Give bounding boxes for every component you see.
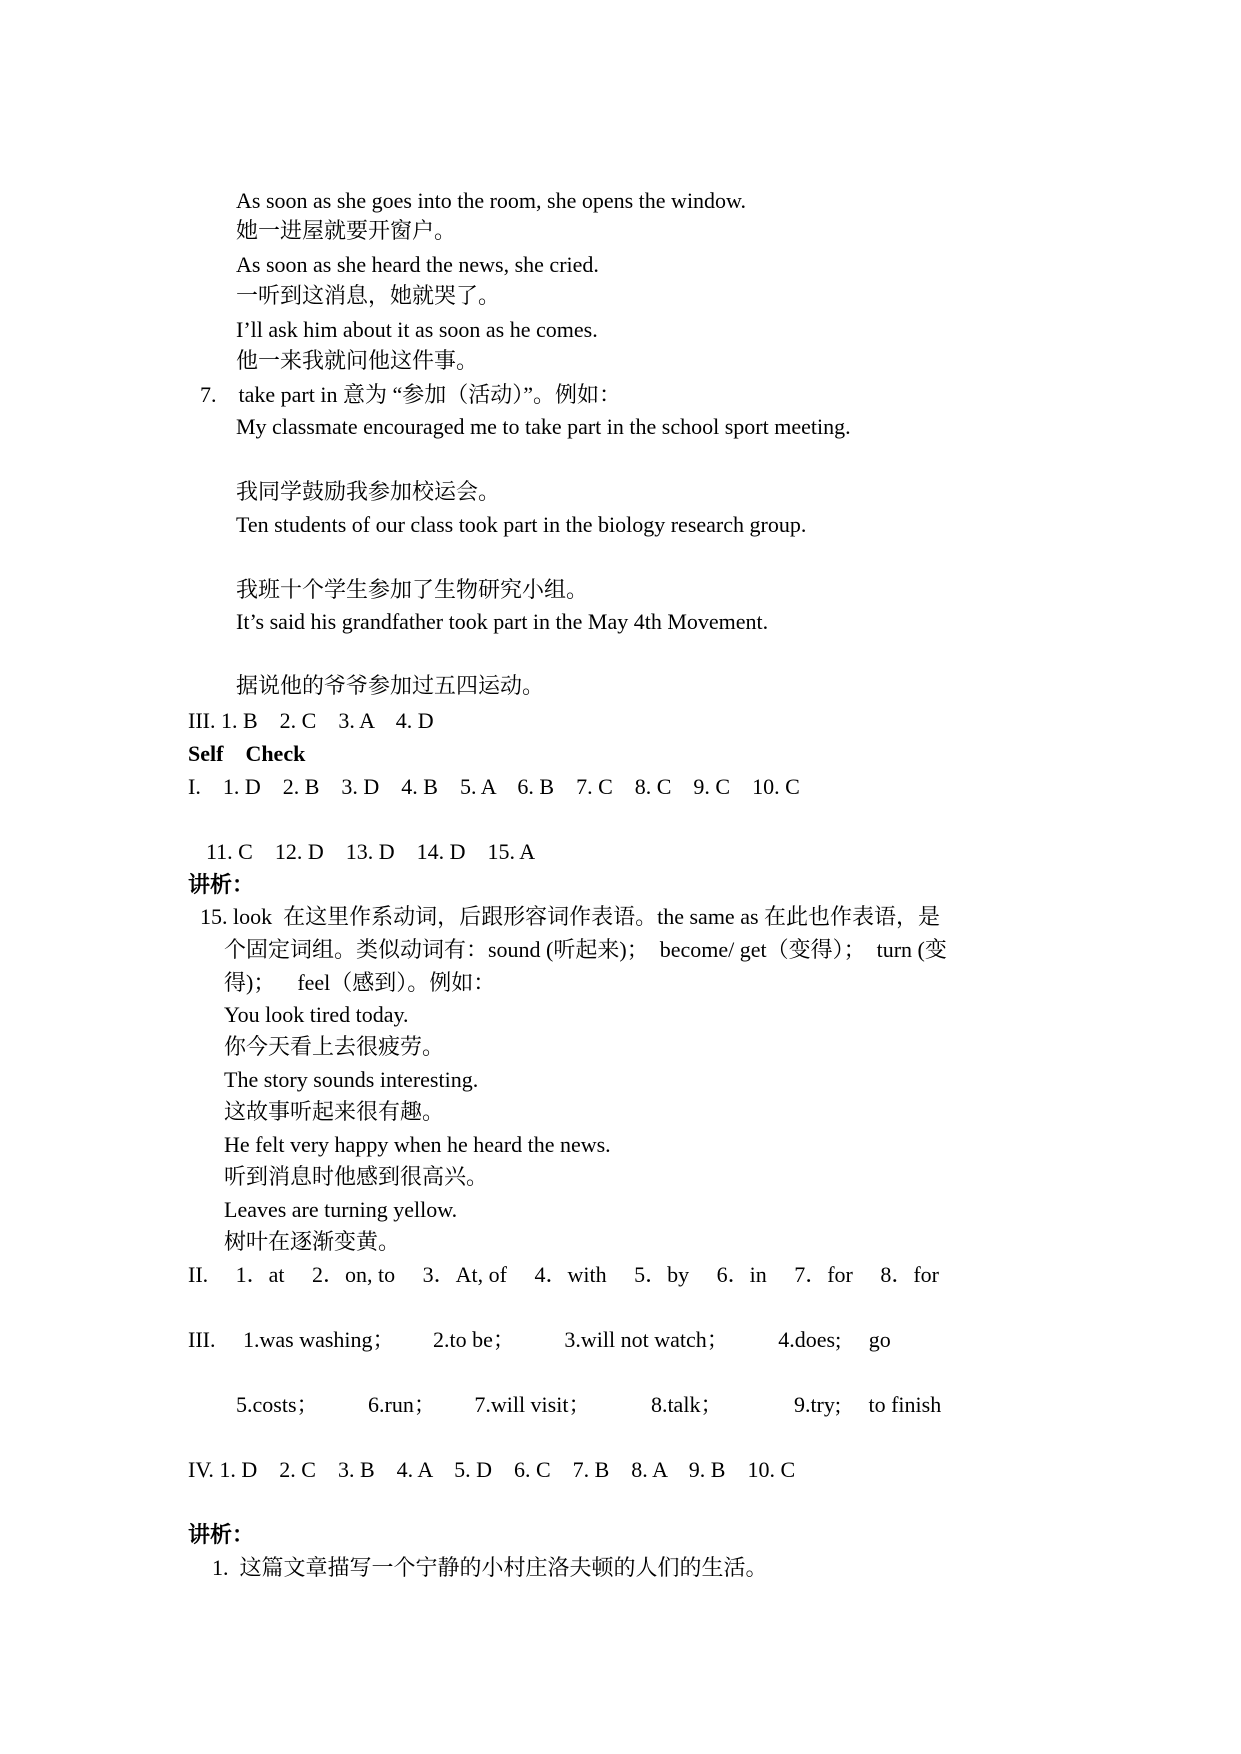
example-sentence: As soon as she heard the news, she cried.: [236, 252, 599, 277]
answers-section-iv: IV. 1. D 2. C 3. B 4. A 5. D 6. C 7. B 8. A 9. B 10. C: [188, 1457, 796, 1482]
explanation-15-line-2: 个固定词组。类似动词有：sound (听起来)； become/ get（变得）； turn (变: [224, 937, 947, 962]
example-sentence: As soon as she goes into the room, she opens the window.: [236, 188, 747, 213]
translation: 听到消息时他感到很高兴。: [224, 1164, 489, 1189]
section-heading-self-check: Self Check: [188, 741, 306, 766]
example-sentence: It’s said his grandfather took part in the May 4th Movement.: [236, 609, 769, 634]
explanation-heading: 讲析：: [188, 1522, 255, 1547]
translation: 树叶在逐渐变黄。: [224, 1229, 401, 1254]
translation: 这故事听起来很有趣。: [224, 1099, 445, 1124]
example-sentence: Leaves are turning yellow.: [224, 1197, 458, 1222]
answers-section-i-continued: 11. C 12. D 13. D 14. D 15. A: [206, 839, 536, 864]
example-sentence: I’ll ask him about it as soon as he comes.: [236, 317, 598, 342]
numbered-note-7: 7. take part in 意为 “参加（活动）”。例如：: [200, 382, 621, 407]
translation: 据说他的爷爷参加过五四运动。: [236, 673, 545, 698]
answers-section-i: I. 1. D 2. B 3. D 4. B 5. A 6. B 7. C 8. C 9. C 10. C: [188, 774, 800, 799]
answers-section-iii-part-2: 5.costs； 6.run； 7.will visit； 8.talk； 9.try; to finish: [236, 1392, 942, 1417]
answers-section-iii-part-1: III. 1.was washing； 2.to be； 3.will not watch； 4.does; go: [188, 1327, 891, 1352]
translation: 一听到这消息，她就哭了。: [236, 283, 501, 308]
explanation-15: 15. look 在这里作系动词，后跟形容词作表语。the same as 在此也作表语，是: [200, 904, 941, 929]
example-sentence: You look tired today.: [224, 1002, 409, 1027]
example-sentence: Ten students of our class took part in the biology research group.: [236, 512, 807, 537]
explanation-15-line-3: 得)； feel（感到）。例如：: [224, 970, 496, 995]
translation: 你今天看上去很疲劳。: [224, 1034, 445, 1059]
translation: 我班十个学生参加了生物研究小组。: [236, 577, 589, 602]
explanation-heading: 讲析：: [188, 872, 255, 897]
answers-section-ii: II. 1．at 2．on, to 3．At, of 4．with 5．by 6．in 7．for 8．for: [188, 1262, 939, 1287]
explanation-1: 1. 这篇文章描写一个宁静的小村庄洛夫顿的人们的生活。: [212, 1555, 768, 1580]
translation: 她一进屋就要开窗户。: [236, 218, 457, 243]
example-sentence: He felt very happy when he heard the news.: [224, 1132, 611, 1157]
example-sentence: My classmate encouraged me to take part in the school sport meeting.: [236, 414, 851, 439]
example-sentence: The story sounds interesting.: [224, 1067, 479, 1092]
translation: 他一来我就问他这件事。: [236, 348, 479, 373]
translation: 我同学鼓励我参加校运会。: [236, 479, 501, 504]
answers-section-iii: III. 1. B 2. C 3. A 4. D: [188, 708, 434, 733]
